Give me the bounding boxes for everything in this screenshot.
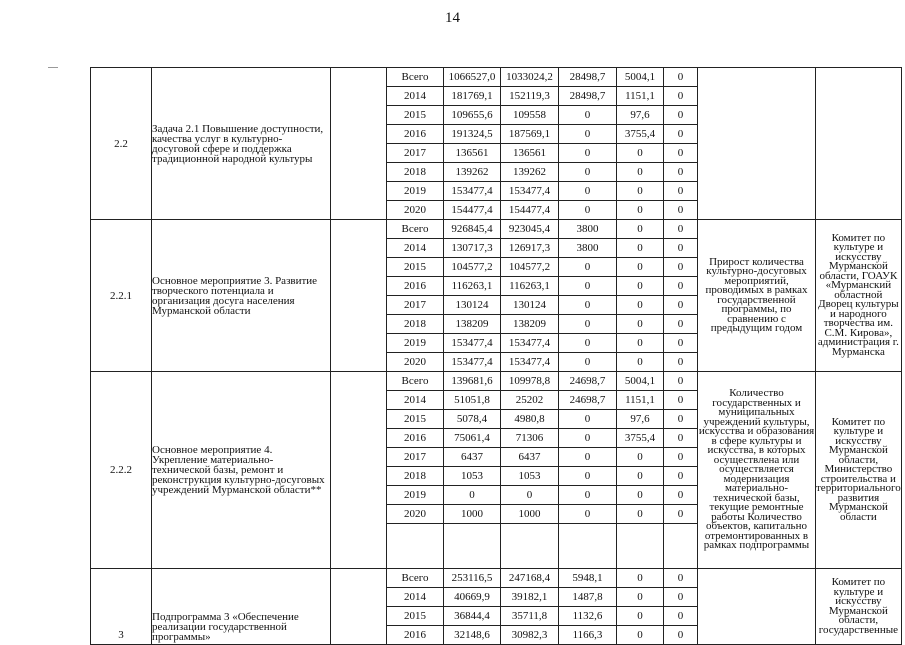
section-name: Подпрограмма 3 «Обеспечение реализации государственной программы» (152, 569, 331, 645)
value-cell: 1033024,2 (501, 68, 559, 87)
value-cell: 0 (617, 486, 664, 505)
value-cell: 136561 (444, 144, 501, 163)
value-cell: 0 (617, 505, 664, 524)
value-cell: 138209 (501, 315, 559, 334)
value-cell: 28498,7 (559, 68, 617, 87)
executor: Комитет по культуре и искусству Мурманской области, ГОАУК «Мурманский областной Дворец культуры и народного творчества им. С.М. Кирова», администрация г. Мурманска (816, 220, 902, 372)
value-cell: 0 (559, 410, 617, 429)
value-cell: 139262 (501, 163, 559, 182)
empty-cell (501, 524, 559, 569)
value-cell: 30982,3 (501, 626, 559, 645)
value-cell: 75061,4 (444, 429, 501, 448)
year-cell: 2015 (387, 106, 444, 125)
value-cell: 0 (664, 144, 698, 163)
year-cell: 2017 (387, 296, 444, 315)
value-cell: 130124 (501, 296, 559, 315)
value-cell: 153477,4 (444, 334, 501, 353)
value-cell: 0 (617, 607, 664, 626)
value-cell: 5004,1 (617, 68, 664, 87)
value-cell: 0 (617, 626, 664, 645)
value-cell: 0 (664, 182, 698, 201)
value-cell: 1000 (444, 505, 501, 524)
value-cell: 0 (559, 334, 617, 353)
year-cell: Всего (387, 569, 444, 588)
value-cell: 0 (664, 125, 698, 144)
value-cell: 5948,1 (559, 569, 617, 588)
value-cell: 3755,4 (617, 429, 664, 448)
value-cell: 0 (664, 353, 698, 372)
year-cell: 2020 (387, 201, 444, 220)
value-cell: 0 (559, 163, 617, 182)
value-cell: 97,6 (617, 106, 664, 125)
empty-cell (331, 68, 387, 220)
value-cell: 0 (617, 144, 664, 163)
value-cell: 0 (617, 201, 664, 220)
executor: Комитет по культуре и искусству Мурманской области, государственные (816, 569, 902, 645)
section-code: 2.2.2 (91, 372, 152, 569)
value-cell: 40669,9 (444, 588, 501, 607)
value-cell: 104577,2 (501, 258, 559, 277)
empty-cell (559, 524, 617, 569)
value-cell: 3800 (559, 220, 617, 239)
value-cell: 153477,4 (501, 182, 559, 201)
value-cell: 1066527,0 (444, 68, 501, 87)
value-cell: 187569,1 (501, 125, 559, 144)
value-cell: 0 (617, 353, 664, 372)
value-cell: 0 (664, 315, 698, 334)
value-cell: 126917,3 (501, 239, 559, 258)
value-cell: 247168,4 (501, 569, 559, 588)
expected-result: Количество государственных и муниципальных учреждений культуры, искусства и образования в сфере культуры и искусства, в которых осуществлена или осуществляется модернизация материально-технической базы, текущие ремонтные работы Количество объектов, капитально отремонтированных в рамках подпрограммы (698, 372, 816, 569)
value-cell: 0 (559, 201, 617, 220)
value-cell: 116263,1 (501, 277, 559, 296)
empty-cell (617, 524, 664, 569)
year-cell: 2019 (387, 486, 444, 505)
year-cell: 2014 (387, 588, 444, 607)
value-cell: 109978,8 (501, 372, 559, 391)
section-code: 2.2 (91, 68, 152, 220)
section-name: Задача 2.1 Повышение доступности, качества услуг в культурно-досуговой сфере и поддержка традиционной народной культуры (152, 68, 331, 220)
table-row (91, 220, 902, 239)
value-cell: 0 (559, 106, 617, 125)
value-cell: 0 (559, 467, 617, 486)
value-cell: 0 (617, 296, 664, 315)
year-cell: 2018 (387, 163, 444, 182)
section-name: Основное мероприятие 4. Укрепление материально-технической базы, ремонт и реконструкция культурно-досуговых учреждений Мурманской области** (152, 372, 331, 569)
value-cell: 0 (559, 125, 617, 144)
value-cell: 6437 (444, 448, 501, 467)
year-cell: 2018 (387, 467, 444, 486)
value-cell: 181769,1 (444, 87, 501, 106)
value-cell: 0 (617, 220, 664, 239)
value-cell: 0 (559, 296, 617, 315)
value-cell: 1151,1 (617, 391, 664, 410)
value-cell: 71306 (501, 429, 559, 448)
value-cell: 0 (664, 258, 698, 277)
value-cell: 0 (617, 315, 664, 334)
value-cell: 0 (617, 569, 664, 588)
value-cell: 0 (617, 182, 664, 201)
value-cell: 253116,5 (444, 569, 501, 588)
year-cell: 2019 (387, 334, 444, 353)
value-cell: 0 (559, 448, 617, 467)
value-cell: 0 (617, 588, 664, 607)
value-cell: 1053 (444, 467, 501, 486)
value-cell: 139262 (444, 163, 501, 182)
value-cell: 24698,7 (559, 391, 617, 410)
table-row (91, 372, 902, 391)
value-cell: 153477,4 (501, 334, 559, 353)
value-cell: 1166,3 (559, 626, 617, 645)
section-name: Основное мероприятие 3. Развитие творческого потенциала и организация досуга населения Мурманской области (152, 220, 331, 372)
year-cell: 2016 (387, 125, 444, 144)
value-cell: 0 (664, 505, 698, 524)
value-cell: 0 (559, 144, 617, 163)
value-cell: 109558 (501, 106, 559, 125)
value-cell: 0 (617, 277, 664, 296)
value-cell: 0 (559, 486, 617, 505)
value-cell: 39182,1 (501, 588, 559, 607)
value-cell: 130717,3 (444, 239, 501, 258)
value-cell: 0 (664, 486, 698, 505)
year-cell: Всего (387, 68, 444, 87)
empty-cell (331, 220, 387, 372)
value-cell: 0 (617, 334, 664, 353)
value-cell: 3800 (559, 239, 617, 258)
year-cell: 2020 (387, 353, 444, 372)
value-cell: 1151,1 (617, 87, 664, 106)
year-cell: 2016 (387, 277, 444, 296)
value-cell: 0 (559, 258, 617, 277)
value-cell: 0 (664, 68, 698, 87)
value-cell: 24698,7 (559, 372, 617, 391)
value-cell: 0 (617, 448, 664, 467)
table-row (91, 569, 902, 588)
year-cell: 2017 (387, 448, 444, 467)
value-cell: 0 (664, 87, 698, 106)
value-cell: 0 (559, 182, 617, 201)
value-cell: 0 (664, 569, 698, 588)
value-cell: 0 (559, 315, 617, 334)
year-cell: 2017 (387, 144, 444, 163)
expected-result: Прирост количества культурно-досуговых мероприятий, проводимых в рамках государственной программы, по сравнению с предыдущим годом (698, 220, 816, 372)
value-cell: 0 (664, 626, 698, 645)
table-row (91, 68, 902, 87)
value-cell: 0 (617, 258, 664, 277)
page-number: 14 (445, 10, 460, 26)
value-cell: 191324,5 (444, 125, 501, 144)
year-cell: 2015 (387, 607, 444, 626)
empty-cell (331, 569, 387, 645)
value-cell: 152119,3 (501, 87, 559, 106)
value-cell: 0 (501, 486, 559, 505)
value-cell: 1487,8 (559, 588, 617, 607)
year-cell: Всего (387, 220, 444, 239)
value-cell: 0 (664, 588, 698, 607)
value-cell: 926845,4 (444, 220, 501, 239)
value-cell: 0 (664, 429, 698, 448)
value-cell: 130124 (444, 296, 501, 315)
executor: Комитет по культуре и искусству Мурманской области, Министерство строительства и территориального развития Мурманской области (816, 372, 902, 569)
value-cell: 35711,8 (501, 607, 559, 626)
value-cell: 104577,2 (444, 258, 501, 277)
year-cell: 2015 (387, 258, 444, 277)
empty-cell (331, 372, 387, 569)
value-cell: 4980,8 (501, 410, 559, 429)
value-cell: 51051,8 (444, 391, 501, 410)
year-cell: 2014 (387, 239, 444, 258)
value-cell: 0 (664, 410, 698, 429)
value-cell: 36844,4 (444, 607, 501, 626)
year-cell: 2016 (387, 626, 444, 645)
value-cell: 0 (559, 353, 617, 372)
expected-result (698, 569, 816, 645)
empty-cell (664, 524, 698, 569)
value-cell: 154477,4 (501, 201, 559, 220)
value-cell: 32148,6 (444, 626, 501, 645)
value-cell: 5004,1 (617, 372, 664, 391)
year-cell: 2018 (387, 315, 444, 334)
program-table (90, 67, 902, 645)
margin-mark (48, 67, 58, 68)
value-cell: 0 (664, 163, 698, 182)
value-cell: 0 (664, 201, 698, 220)
value-cell: 0 (559, 277, 617, 296)
value-cell: 0 (559, 429, 617, 448)
year-cell: Всего (387, 372, 444, 391)
year-cell: 2020 (387, 505, 444, 524)
value-cell: 109655,6 (444, 106, 501, 125)
value-cell: 0 (444, 486, 501, 505)
year-cell: 2014 (387, 87, 444, 106)
value-cell: 25202 (501, 391, 559, 410)
executor (816, 68, 902, 220)
value-cell: 154477,4 (444, 201, 501, 220)
section-code: 2.2.1 (91, 220, 152, 372)
value-cell: 0 (664, 448, 698, 467)
value-cell: 1132,6 (559, 607, 617, 626)
value-cell: 153477,4 (444, 353, 501, 372)
value-cell: 97,6 (617, 410, 664, 429)
value-cell: 0 (617, 467, 664, 486)
value-cell: 0 (664, 607, 698, 626)
value-cell: 153477,4 (501, 353, 559, 372)
value-cell: 3755,4 (617, 125, 664, 144)
value-cell: 0 (664, 220, 698, 239)
value-cell: 139681,6 (444, 372, 501, 391)
value-cell: 0 (664, 296, 698, 315)
value-cell: 5078,4 (444, 410, 501, 429)
year-cell: 2019 (387, 182, 444, 201)
year-cell: 2016 (387, 429, 444, 448)
value-cell: 136561 (501, 144, 559, 163)
value-cell: 0 (664, 372, 698, 391)
value-cell: 138209 (444, 315, 501, 334)
empty-cell (444, 524, 501, 569)
value-cell: 0 (617, 239, 664, 258)
value-cell: 116263,1 (444, 277, 501, 296)
value-cell: 0 (664, 239, 698, 258)
value-cell: 1053 (501, 467, 559, 486)
value-cell: 0 (664, 106, 698, 125)
value-cell: 6437 (501, 448, 559, 467)
value-cell: 0 (617, 163, 664, 182)
value-cell: 0 (664, 467, 698, 486)
value-cell: 0 (664, 277, 698, 296)
expected-result (698, 68, 816, 220)
value-cell: 1000 (501, 505, 559, 524)
value-cell: 28498,7 (559, 87, 617, 106)
value-cell: 0 (664, 391, 698, 410)
value-cell: 0 (559, 505, 617, 524)
year-cell: 2014 (387, 391, 444, 410)
year-cell: 2015 (387, 410, 444, 429)
value-cell: 923045,4 (501, 220, 559, 239)
empty-cell (387, 524, 444, 569)
section-code: 3 (91, 569, 152, 645)
value-cell: 153477,4 (444, 182, 501, 201)
value-cell: 0 (664, 334, 698, 353)
